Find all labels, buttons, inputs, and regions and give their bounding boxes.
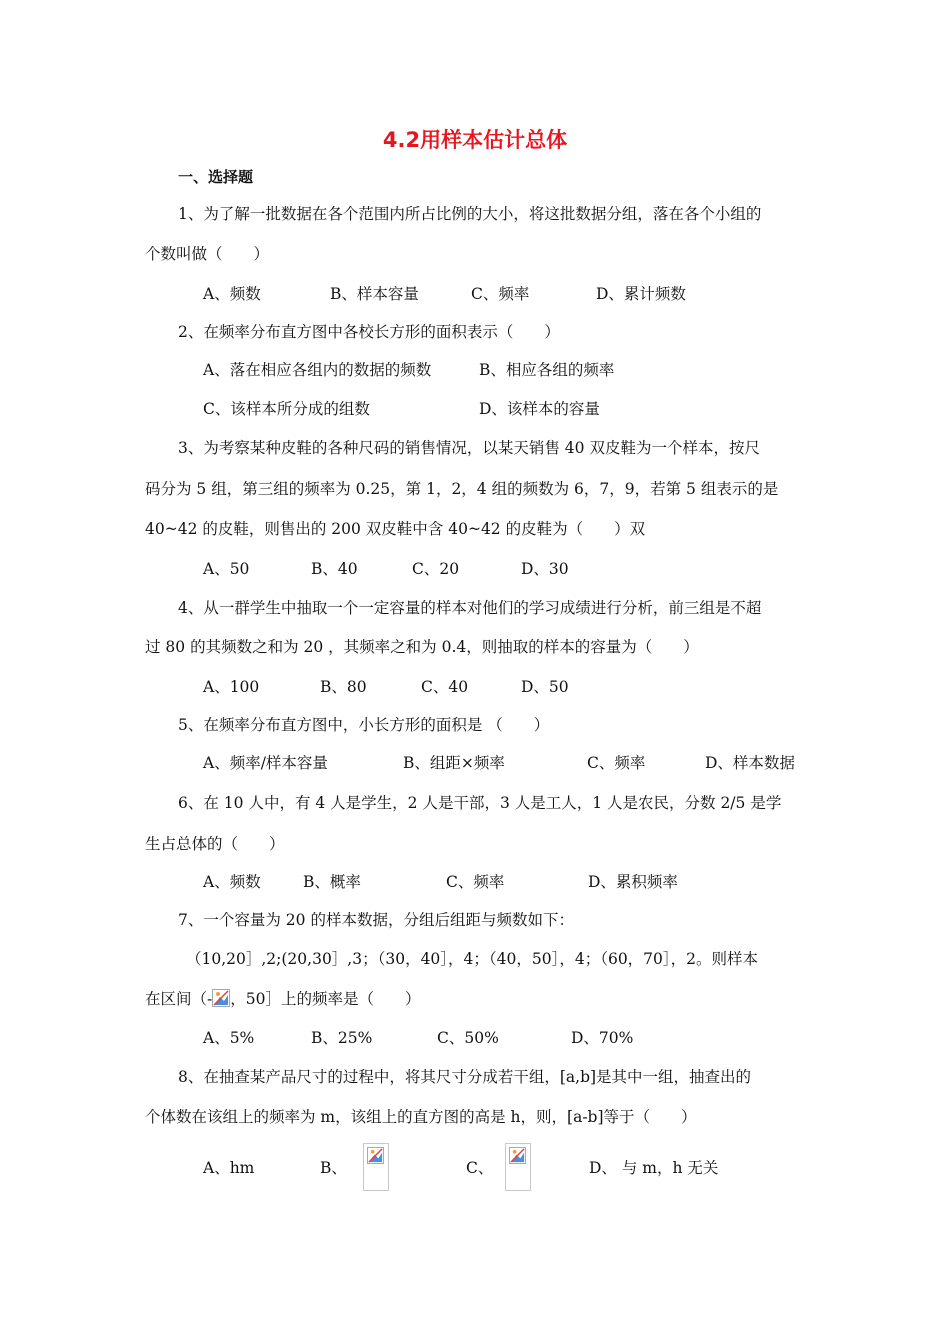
question-1-option-b: B、样本容量 bbox=[330, 285, 419, 303]
question-3-option-b: B、40 bbox=[311, 560, 358, 578]
question-7-option-a: A、5% bbox=[203, 1029, 255, 1047]
question-7-line-3-suffix: ，50］上的频率是（ ） bbox=[230, 990, 421, 1008]
broken-image-icon bbox=[367, 1147, 384, 1164]
question-7-line-3-prefix: 在区间（- bbox=[145, 990, 213, 1008]
question-7-option-b: B、25% bbox=[311, 1029, 373, 1047]
question-8-line-2: 个体数在该组上的频率为 m，该组上的直方图的高是 h，则，[a-b]等于（ ） bbox=[145, 1108, 697, 1126]
question-1-line-2: 个数叫做（ ） bbox=[145, 245, 270, 263]
question-8-option-c: C、 bbox=[466, 1159, 494, 1177]
formula-image-c bbox=[505, 1143, 531, 1191]
question-6-option-b: B、概率 bbox=[303, 873, 361, 891]
question-5-option-a: A、频率/样本容量 bbox=[203, 754, 328, 772]
question-7-option-d: D、70% bbox=[571, 1029, 634, 1047]
question-5-line-1: 5、在频率分布直方图中，小长方形的面积是 （ ） bbox=[178, 716, 550, 734]
question-3-line-1: 3、为考察某种皮鞋的各种尺码的销售情况，以某天销售 40 双皮鞋为一个样本，按尺 bbox=[178, 439, 760, 457]
question-3-line-3: 40~42 的皮鞋，则售出的 200 双皮鞋中含 40~42 的皮鞋为（ ）双 bbox=[145, 520, 646, 538]
question-2-option-b: B、相应各组的频率 bbox=[479, 361, 615, 379]
question-7-line-3 bbox=[145, 989, 420, 1009]
question-4-line-1: 4、从一群学生中抽取一个一定容量的样本对他们的学习成绩进行分析，前三组是不超 bbox=[178, 599, 762, 617]
question-2-option-d: D、该样本的容量 bbox=[479, 400, 600, 418]
question-4-option-c: C、40 bbox=[421, 678, 469, 696]
question-8-option-a: A、hm bbox=[203, 1159, 255, 1177]
question-3-option-c: C、20 bbox=[412, 560, 460, 578]
question-8-line-1: 8、在抽查某产品尺寸的过程中，将其尺寸分成若干组，[a,b]是其中一组，抽查出的 bbox=[178, 1068, 752, 1086]
question-4-option-b: B、80 bbox=[320, 678, 367, 696]
question-1-option-d: D、累计频数 bbox=[596, 285, 686, 303]
question-3-option-a: A、50 bbox=[203, 560, 250, 578]
broken-image-icon bbox=[212, 989, 230, 1007]
question-1-line-1: 1、为了解一批数据在各个范围内所占比例的大小，将这批数据分组，落在各个小组的 bbox=[178, 205, 762, 223]
question-4-line-2: 过 80 的其频数之和为 20 ，其频率之和为 0.4，则抽取的样本的容量为（ ） bbox=[145, 638, 699, 656]
question-7-line-2: （10,20］,2;(20,30］,3；（30，40］，4；（40，50］，4；（60，70］，2。则样本 bbox=[186, 950, 759, 968]
question-3-line-2: 码分为 5 组，第三组的频率为 0.25，第 1，2，4 组的频数为 6，7，9，若第 5 组表示的是 bbox=[145, 480, 779, 498]
question-6-option-d: D、累积频率 bbox=[588, 873, 678, 891]
question-1-option-c: C、频率 bbox=[471, 285, 530, 303]
question-5-option-d: D、样本数据 bbox=[705, 754, 795, 772]
question-7-option-c: C、50% bbox=[437, 1029, 499, 1047]
question-7-line-1: 7、一个容量为 20 的样本数据，分组后组距与频数如下： bbox=[178, 911, 574, 929]
question-2-line-1: 2、在频率分布直方图中各校长方形的面积表示（ ） bbox=[178, 323, 560, 341]
question-6-option-c: C、频率 bbox=[446, 873, 505, 891]
question-8-option-d: D、 与 m，h 无关 bbox=[589, 1159, 719, 1177]
question-6-line-1: 6、在 10 人中，有 4 人是学生，2 人是干部，3 人是工人，1 人是农民，分数 2/5 是学 bbox=[178, 794, 782, 812]
section-heading: 一、选择题 bbox=[178, 168, 254, 186]
question-6-option-a: A、频数 bbox=[203, 873, 261, 891]
question-6-line-2: 生占总体的（ ） bbox=[145, 835, 285, 853]
question-4-option-a: A、100 bbox=[203, 678, 260, 696]
broken-image-icon bbox=[509, 1147, 526, 1164]
question-5-option-b: B、组距×频率 bbox=[403, 754, 505, 772]
page-title: 4.2用样本估计总体 bbox=[382, 128, 568, 152]
question-4-option-d: D、50 bbox=[521, 678, 569, 696]
question-5-option-c: C、频率 bbox=[587, 754, 646, 772]
question-2-option-a: A、落在相应各组内的数据的频数 bbox=[203, 361, 432, 379]
question-2-option-c: C、该样本所分成的组数 bbox=[203, 400, 370, 418]
formula-image-b bbox=[363, 1143, 389, 1191]
question-1-option-a: A、频数 bbox=[203, 285, 261, 303]
question-8-option-b: B、 bbox=[320, 1159, 347, 1177]
question-3-option-d: D、30 bbox=[521, 560, 569, 578]
